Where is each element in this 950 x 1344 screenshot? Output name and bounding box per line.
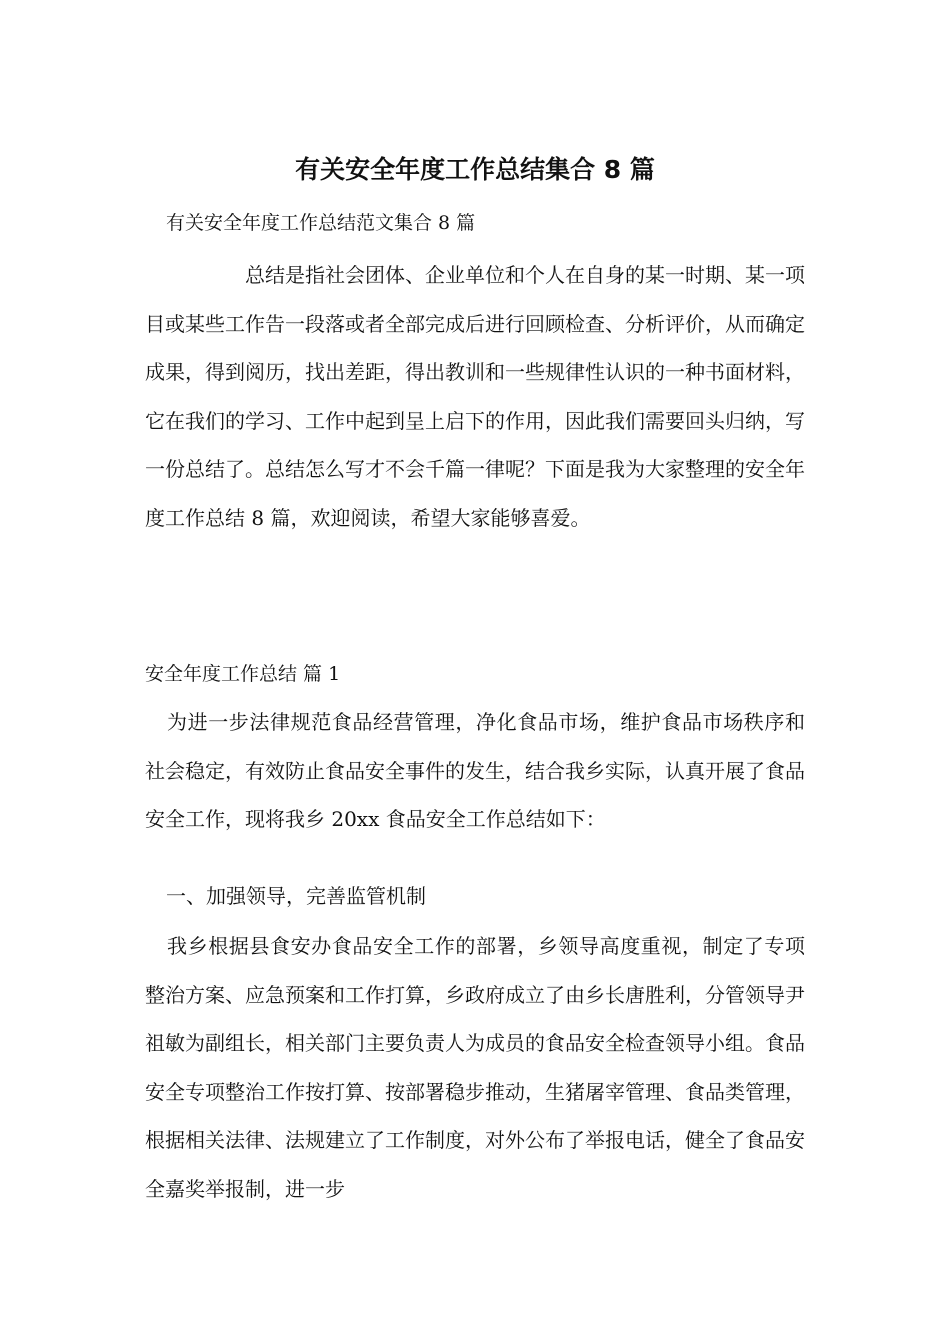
section-heading: 安全年度工作总结 篇 1 [145, 663, 341, 685]
body-paragraph-2: 我乡根据县食安办食品安全工作的部署，乡领导高度重视，制定了专项整治方案、应急预案和工作打算，乡政府成立了由乡长唐胜利，分管领导尹祖敏为副组长，相关部门主要负责人为成员的食品安全检查领导小组。食品安全专项整治工作按打算、按部署稳步推动，生猪屠宰管理、食品类管理，根据相关法律、法规建立了工作制度，对外公布了举报电话，健全了食品安全嘉奖举报制，进一步 [145, 934, 805, 1201]
document-title: 有关安全年度工作总结集合 8 篇 [295, 155, 655, 184]
document-subtitle: 有关安全年度工作总结范文集合 8 篇 [166, 212, 476, 234]
sub-heading: 一、加强领导，完善监管机制 [166, 884, 426, 908]
body-paragraph-1: 为进一步法律规范食品经营管理，净化食品市场，维护食品市场秩序和社会稳定，有效防止食品安全事件的发生，结合我乡实际，认真开展了食品安全工作，现将我乡 20xx 食品安全工作总结如下： [145, 710, 805, 831]
intro-paragraph: 总结是指社会团体、企业单位和个人在自身的某一时期、某一项目或某些工作告一段落或者全部完成后进行回顾检查、分析评价，从而确定成果，得到阅历，找出差距，得出教训和一些规律性认识的一种书面材料，它在我们的学习、工作中起到呈上启下的作用，因此我们需要回头归纳，写一份总结了。总结怎么写才不会千篇一律呢？下面是我为大家整理的安全年度工作总结 8 篇，欢迎阅读，希望大家能够喜爱。 [145, 263, 805, 530]
